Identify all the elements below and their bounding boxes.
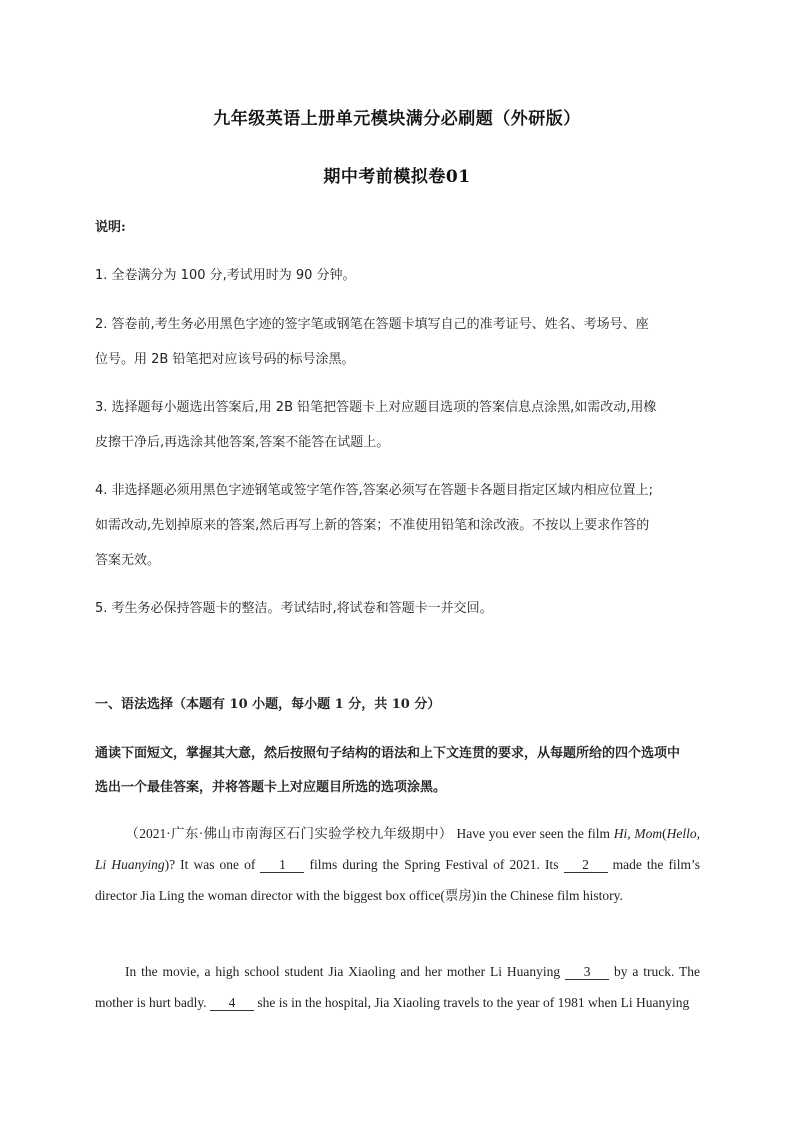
answer-blank-1: 1 xyxy=(260,858,304,873)
instruction-line: 1. 全卷满分为 100 分,考试用时为 90 分钟。 xyxy=(95,268,356,283)
section-directions: 通读下面短文，掌握其大意，然后按照句子结构的语法和上下文连贯的要求，从每题所给的四个选项中 xyxy=(95,746,681,761)
instruction-line: 3. 选择题每小题选出答案后,用 2B 铅笔把答题卡上对应题目选项的答案信息点涂黑,如需改动,用橡 xyxy=(95,400,657,415)
instruction-line: 5. 考生务必保持答题卡的整洁。考试结时,将试卷和答题卡一并交回。 xyxy=(95,601,493,616)
section-directions: 选出一个最佳答案，并将答题卡上对应题目所选的选项涂黑。 xyxy=(95,780,447,795)
instruction-line: 如需改动,先划掉原来的答案,然后再写上新的答案；不准使用铅笔和涂改液。不按以上要求作答的 xyxy=(95,518,650,533)
section-heading: 一、语法选择（本题有 10 小题，每小题 1 分，共 10 分） xyxy=(95,697,441,712)
instruction-line: 2. 答卷前,考生务必用黑色字迹的签字笔或钢笔在答题卡填写自己的准考证号、姓名、考场号、座 xyxy=(95,317,649,332)
film-title-alt: Hello, Li Huanying xyxy=(95,826,700,872)
instructions-heading: 说明: xyxy=(95,220,126,235)
passage-paragraph-2: In the movie, a high school student Jia Xiaoling and her mother Li Huanying 3 by a truck. The mother is hurt badly. 4 she is in the hospital, Jia Xiaoling travels to the year of 1981 when Li Huanying xyxy=(95,964,700,1010)
instruction-line: 皮擦干净后,再选涂其他答案,答案不能答在试题上。 xyxy=(95,435,390,450)
passage-paragraph-1: （2021·广东·佛山市南海区石门实验学校九年级期中） Have you ever seen the film Hi, Mom(Hello, Li Huanying)? It was one of 1 films during the Spring Festival of 2021. Its 2 made the film’s director Jia Ling the woman director with the biggest box office(票房)in the Chinese film history. xyxy=(95,826,700,903)
exam-main-title: 九年级英语上册单元模块满分必刷题（外研版） xyxy=(213,109,581,129)
answer-blank-4: 4 xyxy=(210,996,254,1011)
instruction-line: 位号。用 2B 铅笔把对应该号码的标号涂黑。 xyxy=(95,352,355,367)
instruction-line: 答案无效。 xyxy=(95,553,161,568)
answer-blank-2: 2 xyxy=(564,858,608,873)
exam-subtitle: 期中考前模拟卷01 xyxy=(323,167,471,187)
passage-source: （2021·广东·佛山市南海区石门实验学校九年级期中） xyxy=(125,826,453,841)
film-title: Hi, Mom xyxy=(613,826,663,841)
instruction-line: 4. 非选择题必须用黑色字迹钢笔或签字笔作答,答案必须写在答题卡各题目指定区域内相应位置上; xyxy=(95,483,654,498)
answer-blank-3: 3 xyxy=(565,965,609,980)
